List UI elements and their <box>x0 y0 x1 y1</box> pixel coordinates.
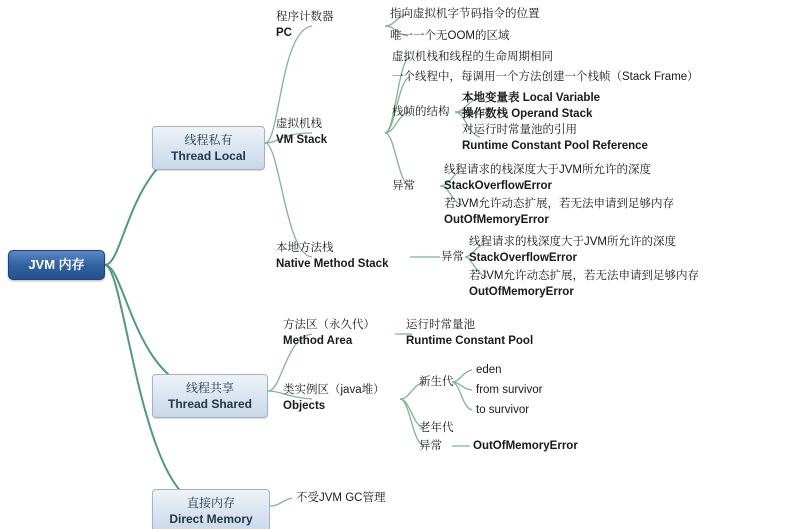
node-vm-exception-item-1-en: StackOverflowError <box>444 179 553 192</box>
node-young-gen-eden[interactable]: eden <box>476 364 502 376</box>
node-method-area-en: Method Area <box>283 334 353 347</box>
node-vm-exception[interactable]: 异常 <box>392 180 415 192</box>
node-nms-exception-item-1-en: StackOverflowError <box>469 251 578 264</box>
node-nms-exception[interactable]: 异常 <box>441 251 464 263</box>
node-vm-stack-cn: 虚拟机栈 <box>276 118 322 130</box>
node-frame-struct-item-3-cn: 对运行时常量池的引用 <box>462 124 577 136</box>
node-nms-exception-item-2-en: OutOfMemoryError <box>469 285 574 298</box>
node-native-method-stack-cn: 本地方法栈 <box>276 242 334 254</box>
node-objects[interactable] <box>283 383 385 414</box>
node-young-gen[interactable]: 新生代 <box>419 376 454 388</box>
branch-thread-shared-en: Thread Shared <box>167 397 253 412</box>
node-vm-exception-item-2-en: OutOfMemoryError <box>444 213 549 226</box>
branch-direct-memory-en: Direct Memory <box>169 512 253 527</box>
node-objects-cn: 类实例区（java堆） <box>283 384 385 396</box>
node-runtime-constant-pool-cn: 运行时常量池 <box>406 319 475 331</box>
node-nms-exception-item-1[interactable] <box>469 235 676 266</box>
root-node[interactable] <box>8 250 105 280</box>
node-native-method-stack-en: Native Method Stack <box>276 257 389 270</box>
node-method-area-cn: 方法区（永久代） <box>283 319 375 331</box>
node-frame-struct[interactable]: 栈帧的结构 <box>392 106 450 118</box>
node-direct-memory-desc[interactable]: 不受JVM GC管理 <box>296 492 386 504</box>
node-vm-exception-item-2-cn: 若JVM允许动态扩展，若无法申请到足够内存 <box>444 198 674 210</box>
node-vm-exception-item-1[interactable] <box>444 163 651 194</box>
node-frame-struct-item-1[interactable]: 本地变量表 Local Variable <box>462 92 601 104</box>
node-runtime-constant-pool-en: Runtime Constant Pool <box>406 334 534 347</box>
node-objects-en: Objects <box>283 399 326 412</box>
node-vm-desc-1[interactable]: 虚拟机栈和线程的生命周期相同 <box>392 51 553 63</box>
node-young-gen-from-survivor[interactable]: from survivor <box>476 384 543 396</box>
branch-direct-memory-cn: 直接内存 <box>186 496 235 510</box>
node-nms-exception-item-2-cn: 若JVM允许动态扩展，若无法申请到足够内存 <box>469 270 699 282</box>
node-frame-struct-item-3[interactable] <box>462 123 648 154</box>
node-vm-exception-item-2[interactable] <box>444 197 674 228</box>
node-nms-exception-item-1-cn: 线程请求的栈深度大于JVM所允许的深度 <box>469 236 676 248</box>
node-obj-exception[interactable]: 异常 <box>419 440 442 452</box>
node-frame-struct-item-3-en: Runtime Constant Pool Reference <box>462 139 648 152</box>
branch-thread-local-en: Thread Local <box>171 149 246 164</box>
branch-thread-shared-cn: 线程共享 <box>185 381 234 395</box>
node-vm-desc-2[interactable]: 一个线程中，每调用一个方法创建一个栈帧（Stack Frame） <box>392 71 699 83</box>
node-pc-desc-1[interactable]: 指向虚拟机字节码指令的位置 <box>390 8 540 20</box>
branch-thread-shared[interactable] <box>152 374 268 418</box>
node-method-area[interactable] <box>283 318 375 349</box>
node-pc-en: PC <box>276 26 292 39</box>
node-obj-exception-oom[interactable]: OutOfMemoryError <box>473 440 578 452</box>
root-label: JVM 内存 <box>28 257 85 272</box>
node-pc[interactable] <box>276 10 334 41</box>
branch-direct-memory[interactable] <box>152 489 270 529</box>
node-pc-desc-2[interactable]: 唯一一个无OOM的区域 <box>390 30 510 42</box>
node-vm-stack-en: VM Stack <box>276 133 328 146</box>
node-nms-exception-item-2[interactable] <box>469 269 699 300</box>
branch-thread-local[interactable] <box>152 126 265 170</box>
node-vm-exception-item-1-cn: 线程请求的栈深度大于JVM所允许的深度 <box>444 164 651 176</box>
node-old-gen[interactable]: 老年代 <box>419 422 454 434</box>
node-native-method-stack[interactable] <box>276 241 388 272</box>
node-pc-cn: 程序计数器 <box>276 11 334 23</box>
node-young-gen-to-survivor[interactable]: to survivor <box>476 404 530 416</box>
branch-thread-local-cn: 线程私有 <box>184 133 233 147</box>
node-frame-struct-item-2[interactable]: 操作数栈 Operand Stack <box>462 108 593 120</box>
node-runtime-constant-pool[interactable] <box>406 318 533 349</box>
node-vm-stack[interactable] <box>276 117 327 148</box>
